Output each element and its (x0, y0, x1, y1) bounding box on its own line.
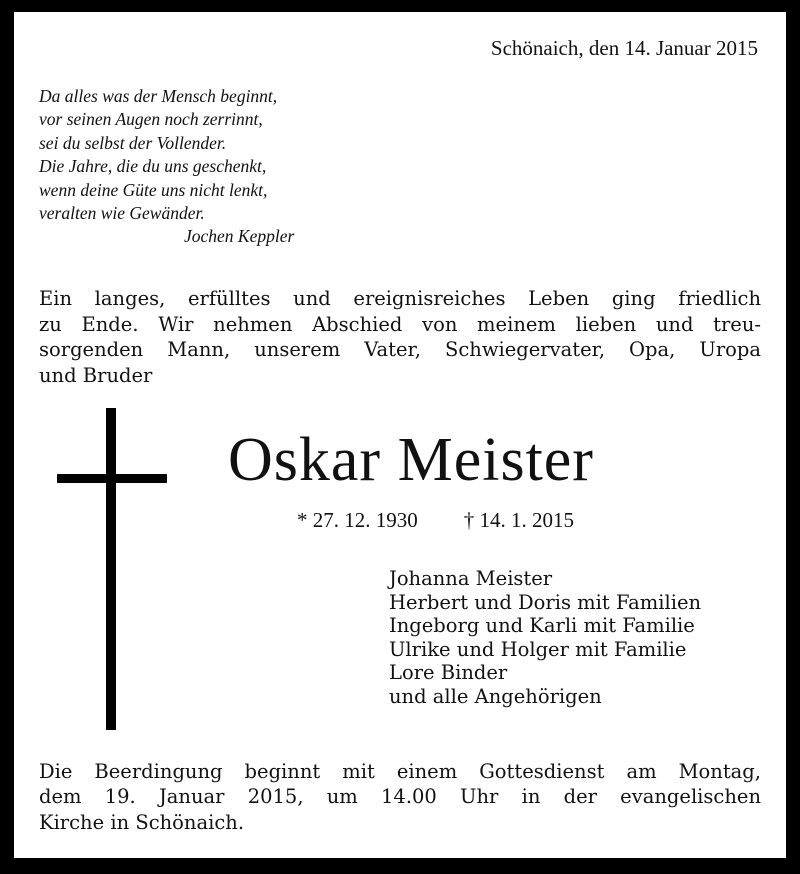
intro-line: und Bruder (39, 363, 153, 387)
poem (39, 85, 369, 249)
mourner: Lore Binder (389, 661, 508, 685)
place-date: Schönaich, den 14. Januar 2015 (490, 36, 758, 60)
funeral-line: Die Beerdingung beginnt mit einem Gottesdienst am Montag, (39, 760, 761, 783)
poem-line: Die Jahre, die du uns geschenkt, (39, 156, 267, 177)
intro-line: Ein langes, erfülltes und ereignisreiches Leben ging friedlich (39, 287, 761, 310)
mourner: Herbert und Doris mit Familien (389, 590, 702, 614)
mourners-list (389, 567, 701, 709)
death-date: † 14. 1. 2015 (463, 508, 574, 532)
poem-line: Da alles was der Mensch beginnt, (39, 86, 278, 106)
poem-line: veralten wie Gewänder. (39, 203, 205, 224)
intro-line: sorgenden Mann, unserem Vater, Schwiegervater, Opa, Uropa (39, 338, 761, 362)
intro-line: zu Ende. Wir nehmen Abschied von meinem lieben und treu- (39, 312, 761, 336)
mourner: Ingeborg und Karli mit Familie (389, 614, 695, 638)
poem-author: Jochen Keppler (184, 226, 295, 247)
funeral-line: Kirche in Schönaich. (39, 810, 245, 834)
mourner: Johanna Meister (389, 567, 553, 590)
life-dates (297, 508, 574, 533)
birth-date: * 27. 12. 1930 (297, 508, 418, 532)
deceased-name: Oskar Meister (228, 426, 594, 494)
mourner: Ulrike und Holger mit Familie (389, 637, 687, 661)
poem-line: wenn deine Güte uns nicht lenkt, (39, 179, 268, 200)
intro-text (39, 286, 761, 388)
mourner: und alle Angehörigen (389, 684, 602, 708)
cross-horizontal-bar (57, 474, 167, 483)
cross-vertical-bar (106, 408, 116, 730)
funeral-notice (39, 759, 761, 835)
poem-line: vor seinen Augen noch zerrinnt, (39, 109, 263, 130)
funeral-line: dem 19. Januar 2015, um 14.00 Uhr in der evangelischen (39, 785, 761, 809)
poem-line: sei du selbst der Vollender. (39, 132, 227, 153)
